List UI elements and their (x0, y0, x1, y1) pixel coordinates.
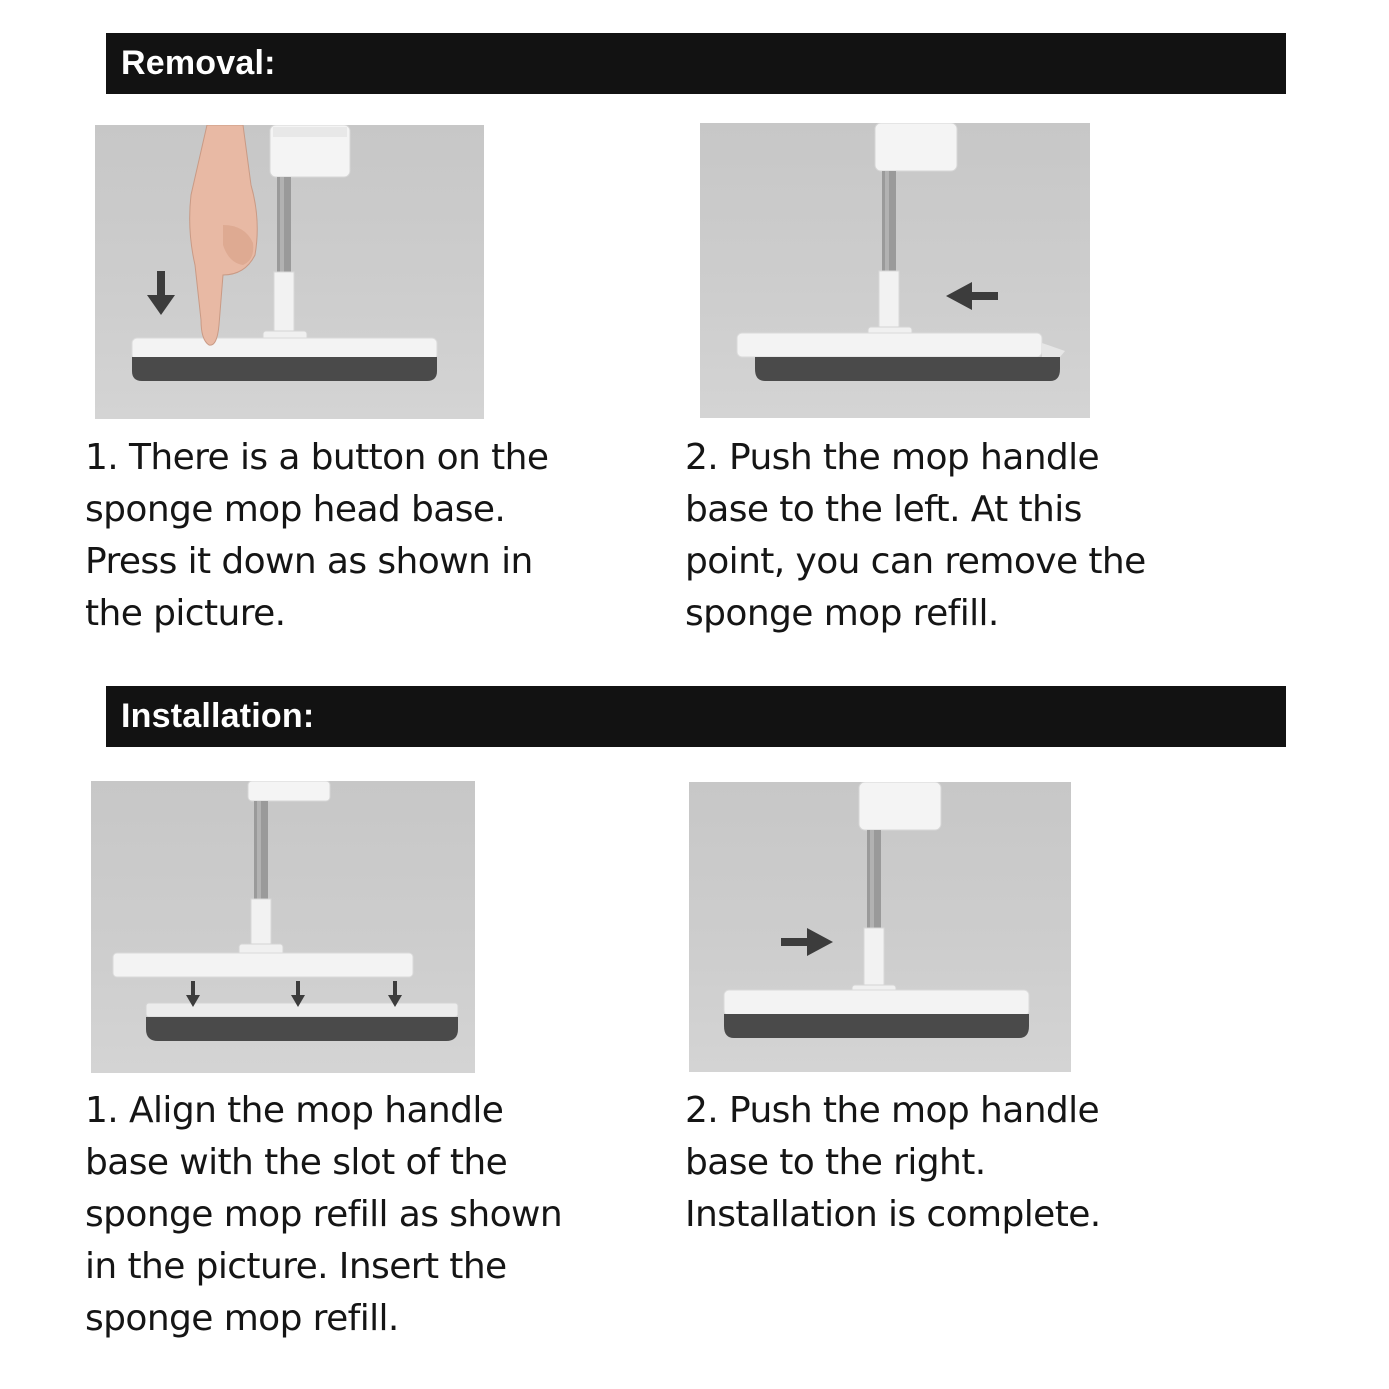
removal-title: Removal: (121, 44, 276, 82)
caption-line: sponge mop head base. (85, 489, 506, 530)
installation-step2-image (689, 782, 1071, 1072)
left-arrow-icon (946, 282, 998, 310)
caption-line: in the picture. Insert the (85, 1246, 507, 1287)
removal-step1-image (95, 125, 484, 419)
installation-step1-image (91, 781, 475, 1073)
caption-line: sponge mop refill as shown (85, 1194, 563, 1235)
right-arrow-icon (781, 928, 833, 956)
mop-align-base-illustration (91, 781, 475, 1073)
removal-header (106, 33, 1286, 94)
caption-line: base to the right. (685, 1142, 986, 1183)
caption-line: base with the slot of the (85, 1142, 508, 1183)
caption-line: Installation is complete. (685, 1194, 1101, 1235)
down-arrow-icon (147, 271, 175, 315)
mop-press-button-illustration (95, 125, 484, 419)
removal-step1-caption (85, 432, 548, 640)
installation-title: Installation: (121, 697, 315, 735)
removal-step2-image (700, 123, 1090, 418)
caption-line: base to the left. At this (685, 489, 1082, 530)
installation-step1-caption (85, 1085, 562, 1345)
removal-step2-caption (685, 432, 1146, 640)
caption-line: point, you can remove the (685, 541, 1146, 582)
caption-line: 2. Push the mop handle (685, 437, 1100, 478)
caption-line: sponge mop refill. (85, 1298, 399, 1339)
caption-line: Press it down as shown in (85, 541, 533, 582)
mop-push-right-illustration (689, 782, 1071, 1072)
caption-line: the picture. (85, 593, 286, 634)
installation-step2-caption (685, 1085, 1101, 1241)
caption-line: 1. There is a button on the (85, 437, 549, 478)
installation-header (106, 686, 1286, 747)
caption-line: sponge mop refill. (685, 593, 999, 634)
caption-line: 2. Push the mop handle (685, 1090, 1100, 1131)
caption-line: 1. Align the mop handle (85, 1090, 504, 1131)
mop-push-left-illustration (700, 123, 1090, 418)
